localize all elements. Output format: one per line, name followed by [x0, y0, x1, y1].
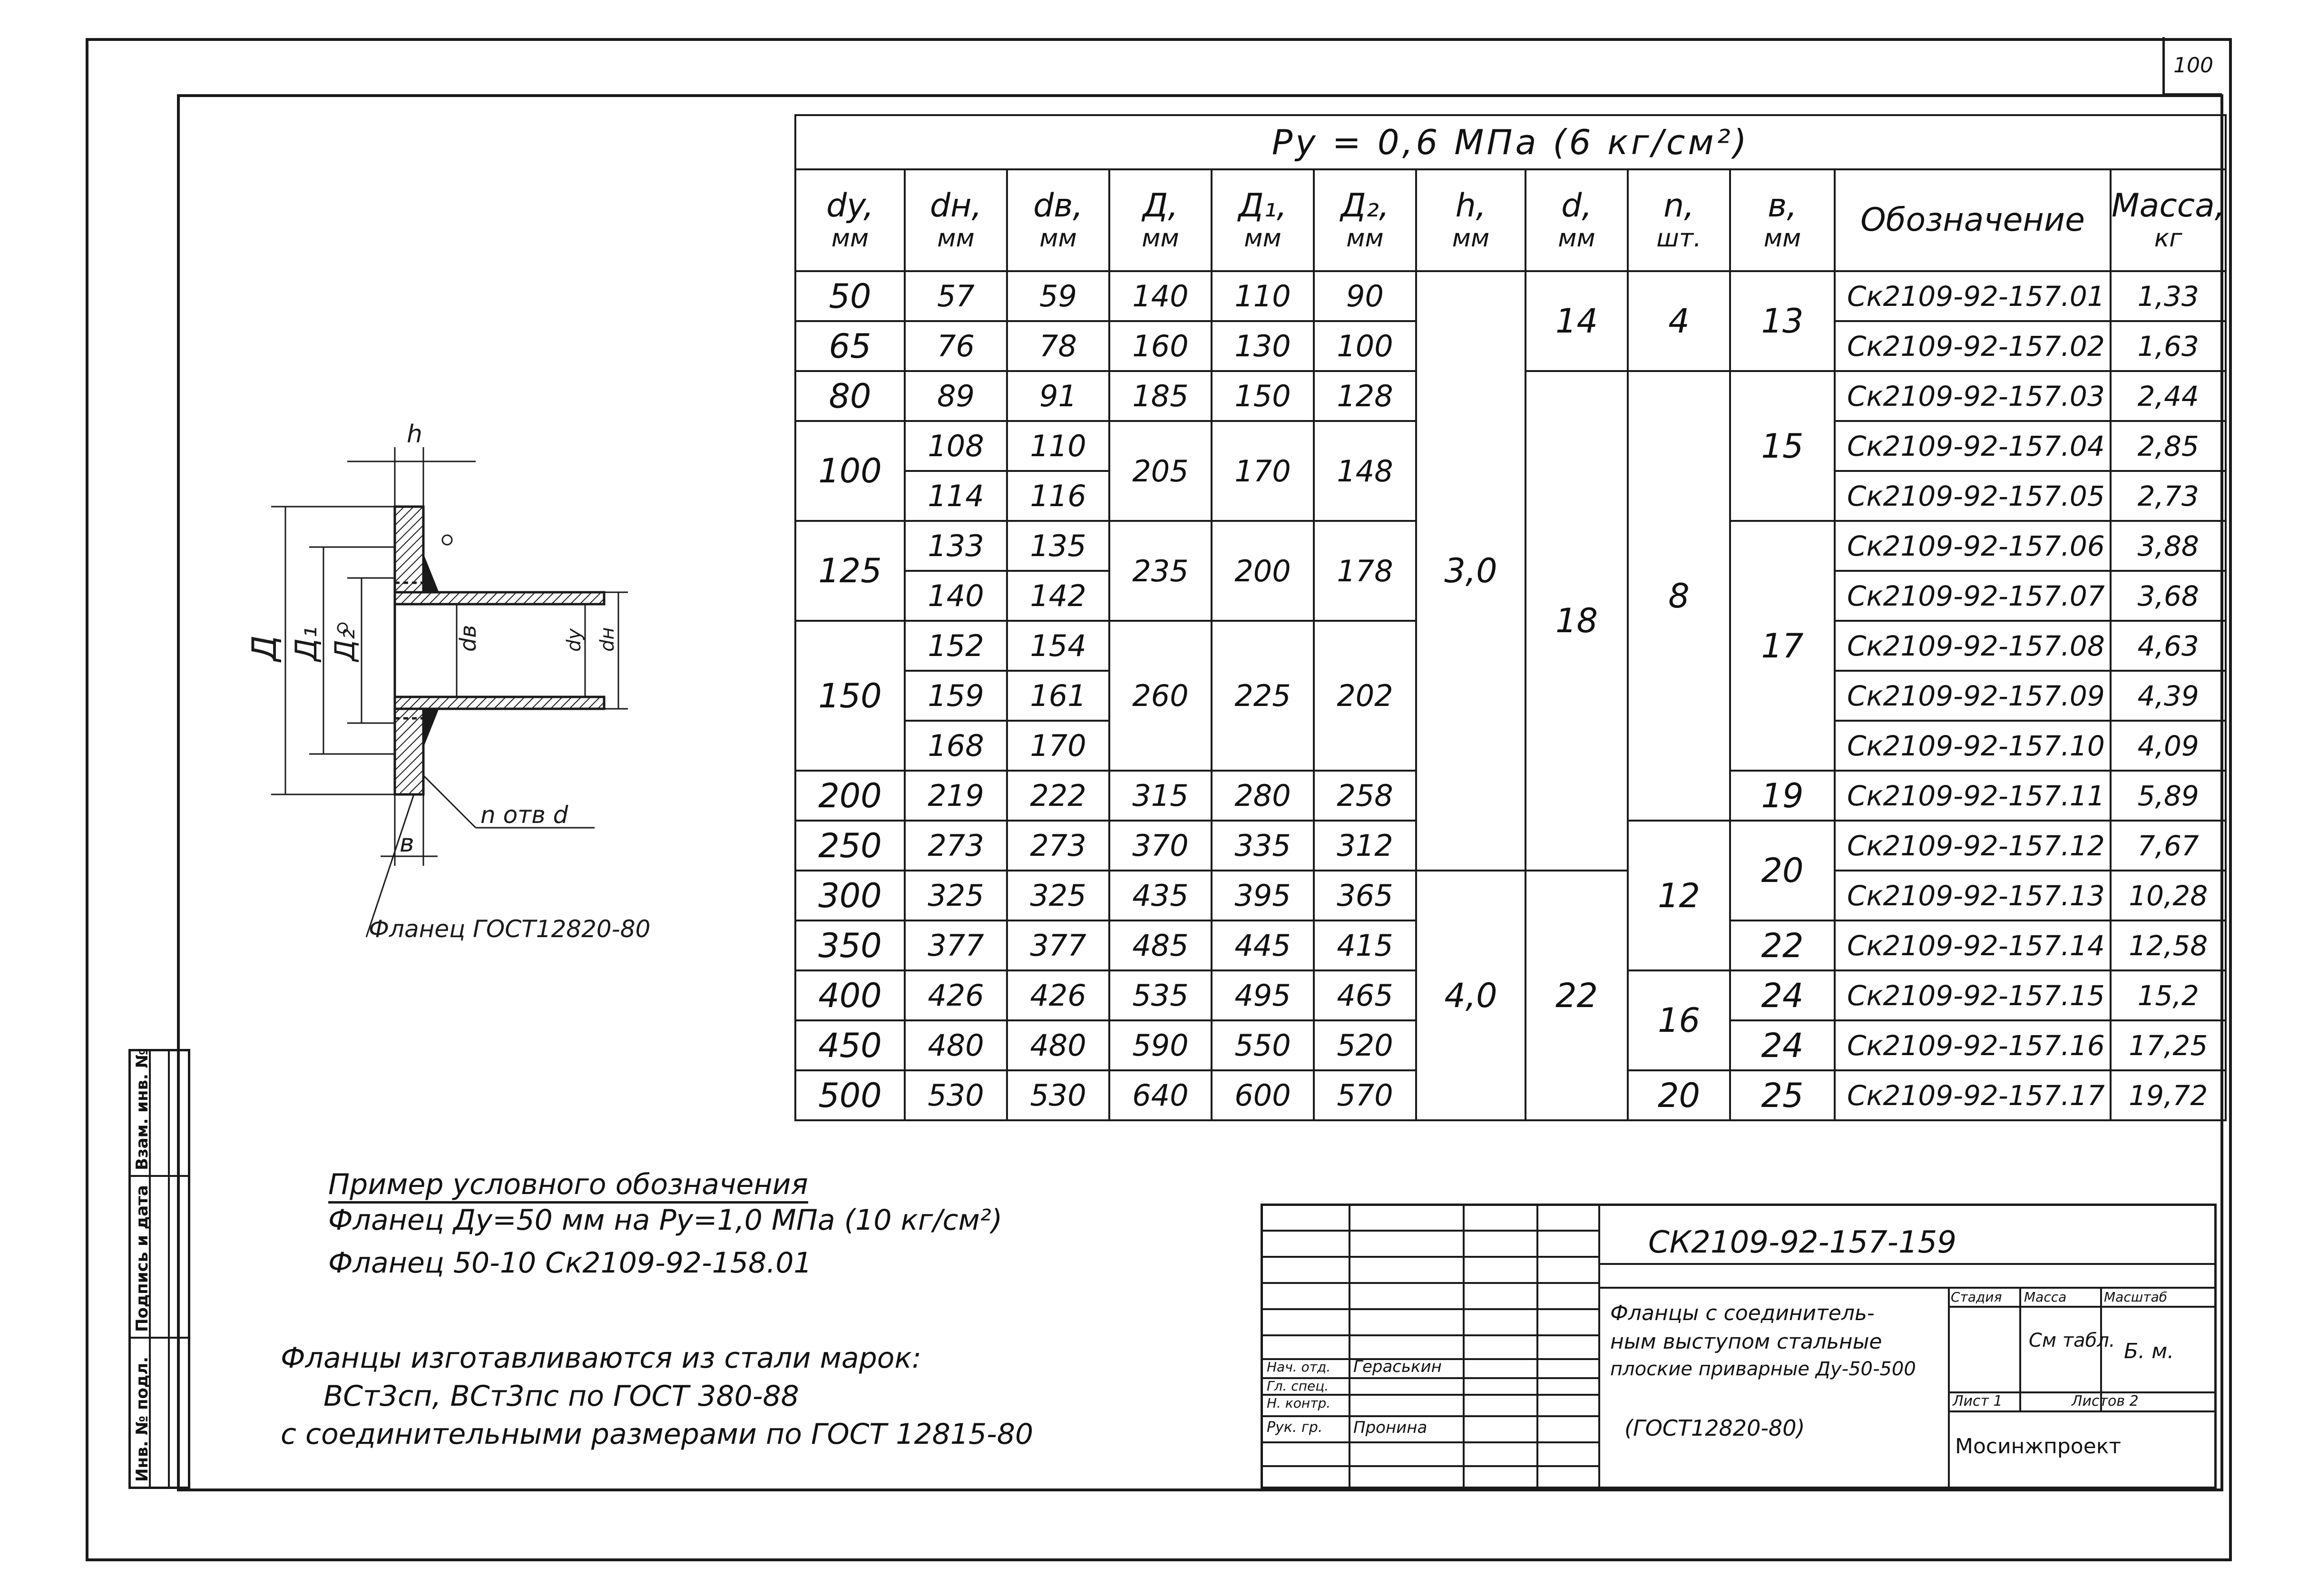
cell-dn: 480	[905, 1020, 1007, 1070]
cell-dy: 450	[795, 1020, 905, 1070]
material-line2: ВСт3сп, ВСт3пс по ГОСТ 380-88	[323, 1380, 799, 1413]
cell-designation: Ск2109-92-157.02	[1835, 321, 2111, 371]
cell-D: 590	[1109, 1020, 1212, 1070]
tb-role-1: Нач. отд.	[1267, 1359, 1331, 1375]
cell-dy: 65	[795, 321, 905, 371]
cell-D1: 225	[1212, 621, 1314, 771]
cell-D1: 445	[1212, 920, 1314, 970]
cell-dv: 116	[1007, 471, 1109, 521]
cell-designation: Ск2109-92-157.13	[1835, 871, 2111, 920]
cell-designation: Ск2109-92-157.04	[1835, 421, 2111, 471]
label-dv: dв	[455, 625, 481, 652]
cell-mass: 1,33	[2111, 271, 2226, 321]
sheet-number: 100	[2162, 37, 2222, 96]
cell-mass: 2,44	[2111, 371, 2226, 421]
cell-D2: 128	[1314, 371, 1416, 421]
cell-dn: 530	[905, 1070, 1007, 1120]
table-title: Py = 0,6 МПа (6 кг/см²)	[795, 115, 2226, 169]
cell-b: 17	[1730, 521, 1835, 771]
header-unit: мм	[1558, 224, 1595, 253]
cell-D1: 150	[1212, 371, 1314, 421]
material-line1: Фланцы изготавливаются из стали марок:	[281, 1341, 921, 1375]
cell-designation: Ск2109-92-157.10	[1835, 721, 2111, 771]
cell-D: 185	[1109, 371, 1212, 421]
header-unit: мм	[1346, 224, 1384, 253]
cell-b: 24	[1730, 970, 1835, 1020]
table-header-cell	[905, 169, 1007, 271]
cell-dn: 133	[905, 521, 1007, 571]
cell-dv: 91	[1007, 371, 1109, 421]
flange-drawing	[190, 409, 666, 951]
cell-n: 20	[1628, 1070, 1730, 1120]
cell-dv: 142	[1007, 571, 1109, 621]
cell-b: 22	[1730, 920, 1835, 970]
cell-dn: 57	[905, 271, 1007, 321]
tb-h-scale: Масштаб	[2104, 1289, 2168, 1305]
cell-dy: 250	[795, 821, 905, 871]
header-unit: мм	[1244, 224, 1281, 253]
label-h: h	[407, 420, 422, 449]
cell-dy: 125	[795, 521, 905, 621]
cell-D: 315	[1109, 771, 1212, 821]
header-symbol: в,	[1768, 187, 1797, 225]
cell-dy: 50	[795, 271, 905, 321]
cell-b: 20	[1730, 821, 1835, 920]
cell-b: 13	[1730, 271, 1835, 371]
header-unit: шт.	[1656, 224, 1701, 253]
cell-dy: 500	[795, 1070, 905, 1120]
tb-name-4: (ГОСТ12820-80)	[1624, 1415, 1805, 1441]
cell-D2: 100	[1314, 321, 1416, 371]
cell-D: 205	[1109, 421, 1212, 521]
cell-dy: 100	[795, 421, 905, 521]
cell-D2: 520	[1314, 1020, 1416, 1070]
tb-person-4: Пронина	[1353, 1418, 1428, 1437]
cell-dv: 325	[1007, 871, 1109, 920]
cell-dv: 170	[1007, 721, 1109, 771]
cell-dv: 426	[1007, 970, 1109, 1020]
cell-dn: 89	[905, 371, 1007, 421]
cell-dn: 325	[905, 871, 1007, 920]
table-header-cell	[1416, 169, 1525, 271]
cell-dv: 377	[1007, 920, 1109, 970]
cell-mass: 4,39	[2111, 671, 2226, 721]
cell-D1: 130	[1212, 321, 1314, 371]
tb-mass-val: См табл.	[2029, 1330, 2115, 1351]
cell-D1: 170	[1212, 421, 1314, 521]
table-row	[795, 871, 2226, 920]
table-header-cell	[795, 169, 905, 271]
cell-D2: 258	[1314, 771, 1416, 821]
label-D: Д	[245, 635, 284, 661]
cell-D2: 178	[1314, 521, 1416, 621]
example-line2: Фланец 50-10 Ск2109-92-158.01	[328, 1246, 812, 1280]
cell-mass: 2,85	[2111, 421, 2226, 471]
material-line3: с соединительными размерами по ГОСТ 12815-80	[281, 1418, 1034, 1451]
cell-D1: 600	[1212, 1070, 1314, 1120]
tb-role-4: Рук. гр.	[1267, 1419, 1323, 1436]
cell-D: 140	[1109, 271, 1212, 321]
table-header-cell	[1212, 169, 1314, 271]
cell-D2: 202	[1314, 621, 1416, 771]
table-row	[795, 271, 2226, 321]
cell-D2: 365	[1314, 871, 1416, 920]
table-header-cell	[1730, 169, 1835, 271]
cell-dn: 168	[905, 721, 1007, 771]
cell-D: 160	[1109, 321, 1212, 371]
cell-D1: 395	[1212, 871, 1314, 920]
cell-mass: 3,88	[2111, 521, 2226, 571]
cell-D1: 280	[1212, 771, 1314, 821]
cell-D2: 570	[1314, 1070, 1416, 1120]
header-unit: мм	[1142, 224, 1179, 253]
cell-dn: 426	[905, 970, 1007, 1020]
tb-scale-val: Б. м.	[2124, 1339, 2174, 1363]
flange-table	[794, 114, 2227, 1121]
table-header-cell	[2111, 169, 2226, 271]
cell-b: 25	[1730, 1070, 1835, 1120]
tb-sheets: Листов 2	[2072, 1393, 2139, 1410]
example-line1: Фланец Ду=50 мм на Ру=1,0 МПа (10 кг/см²)	[328, 1204, 1003, 1237]
cell-designation: Ск2109-92-157.09	[1835, 671, 2111, 721]
table-header-cell	[1007, 169, 1109, 271]
cell-d: 22	[1525, 871, 1628, 1120]
label-D1: Д₁	[289, 626, 323, 661]
cell-n: 16	[1628, 970, 1730, 1070]
cell-D2: 415	[1314, 920, 1416, 970]
cell-dy: 150	[795, 621, 905, 771]
cell-mass: 15,2	[2111, 970, 2226, 1020]
cell-b: 15	[1730, 371, 1835, 521]
tb-code: СК2109-92-157-159	[1648, 1225, 1957, 1260]
tb-org: Мосинжпроект	[1955, 1434, 2121, 1459]
cell-D1: 495	[1212, 970, 1314, 1020]
cell-dy: 400	[795, 970, 905, 1020]
cell-designation: Ск2109-92-157.06	[1835, 521, 2111, 571]
cell-mass: 3,68	[2111, 571, 2226, 621]
tb-role-3: Н. контр.	[1267, 1395, 1331, 1411]
cell-dv: 154	[1007, 621, 1109, 671]
cell-D1: 200	[1212, 521, 1314, 621]
cell-D: 535	[1109, 970, 1212, 1020]
header-symbol: dн,	[929, 187, 982, 225]
cell-dv: 110	[1007, 421, 1109, 471]
cell-d: 14	[1525, 271, 1628, 371]
table-header-cell	[1628, 169, 1730, 271]
cell-mass: 4,09	[2111, 721, 2226, 771]
cell-mass: 10,28	[2111, 871, 2226, 920]
cell-D: 435	[1109, 871, 1212, 920]
cell-mass: 1,63	[2111, 321, 2226, 371]
label-holes: n отв d	[480, 801, 568, 829]
tb-name-3: плоские приварные Ду-50-500	[1610, 1358, 1916, 1380]
cell-dn: 76	[905, 321, 1007, 371]
header-unit: мм	[1039, 224, 1077, 253]
header-symbol: dy,	[826, 187, 874, 225]
side-stamp-repl: Взам. инв. №	[133, 1048, 152, 1170]
table-header-cell	[1525, 169, 1628, 271]
title-block	[1261, 1204, 2217, 1489]
cell-dy: 350	[795, 920, 905, 970]
table-header-cell	[1835, 169, 2111, 271]
cell-designation: Ск2109-92-157.03	[1835, 371, 2111, 421]
drawing-caption: Фланец ГОСТ12820-80	[369, 915, 651, 943]
cell-designation: Ск2109-92-157.11	[1835, 771, 2111, 821]
cell-dv: 222	[1007, 771, 1109, 821]
example-title: Пример условного обозначения	[328, 1168, 808, 1204]
header-unit: мм	[831, 224, 869, 253]
cell-D: 640	[1109, 1070, 1212, 1120]
cell-n: 12	[1628, 821, 1730, 970]
cell-mass: 12,58	[2111, 920, 2226, 970]
cell-dy: 300	[795, 871, 905, 920]
cell-dn: 152	[905, 621, 1007, 671]
table-header-cell	[1109, 169, 1212, 271]
cell-designation: Ск2109-92-157.08	[1835, 621, 2111, 671]
cell-mass: 7,67	[2111, 821, 2226, 871]
side-stamp-sign: Подпись и дата	[133, 1185, 152, 1332]
cell-h: 3,0	[1416, 271, 1525, 871]
cell-D: 235	[1109, 521, 1212, 621]
cell-dn: 159	[905, 671, 1007, 721]
cell-n: 4	[1628, 271, 1730, 371]
header-symbol: Масса,	[2112, 187, 2225, 225]
table-header-cell	[1314, 169, 1416, 271]
label-D2: Д₂	[329, 628, 361, 661]
tb-name-1: Фланцы с соединитель-	[1610, 1301, 1875, 1325]
cell-mass: 4,63	[2111, 621, 2226, 671]
header-symbol: d,	[1561, 187, 1592, 225]
header-symbol: Д₁,	[1238, 187, 1287, 225]
cell-dn: 377	[905, 920, 1007, 970]
cell-D1: 550	[1212, 1020, 1314, 1070]
header-symbol: n,	[1663, 187, 1694, 225]
cell-b: 19	[1730, 771, 1835, 821]
cell-mass: 5,89	[2111, 771, 2226, 821]
cell-dv: 78	[1007, 321, 1109, 371]
cell-dv: 161	[1007, 671, 1109, 721]
cell-dv: 135	[1007, 521, 1109, 571]
cell-D1: 110	[1212, 271, 1314, 321]
cell-D1: 335	[1212, 821, 1314, 871]
side-stamp-inv: Инв. № подл.	[133, 1356, 152, 1482]
header-symbol: h,	[1455, 187, 1486, 225]
cell-d: 18	[1525, 371, 1628, 871]
header-unit: мм	[937, 224, 975, 253]
cell-dv: 59	[1007, 271, 1109, 321]
cell-designation: Ск2109-92-157.01	[1835, 271, 2111, 321]
header-symbol: Обозначение	[1860, 201, 2085, 239]
header-symbol: dв,	[1033, 187, 1083, 225]
cell-dv: 273	[1007, 821, 1109, 871]
cell-dy: 200	[795, 771, 905, 821]
cell-mass: 19,72	[2111, 1070, 2226, 1120]
cell-designation: Ск2109-92-157.16	[1835, 1020, 2111, 1070]
cell-n: 8	[1628, 371, 1730, 821]
cell-dn: 108	[905, 421, 1007, 471]
side-stamp	[128, 1049, 190, 1489]
cell-designation: Ск2109-92-157.12	[1835, 821, 2111, 871]
cell-mass: 17,25	[2111, 1020, 2226, 1070]
cell-designation: Ск2109-92-157.05	[1835, 471, 2111, 521]
cell-dy: 80	[795, 371, 905, 421]
label-dy: dy	[563, 628, 585, 652]
cell-designation: Ск2109-92-157.15	[1835, 970, 2111, 1020]
header-symbol: Д₂,	[1340, 187, 1389, 225]
cell-D: 260	[1109, 621, 1212, 771]
header-symbol: Д,	[1143, 187, 1178, 225]
cell-designation: Ск2109-92-157.07	[1835, 571, 2111, 621]
cell-D2: 312	[1314, 821, 1416, 871]
header-unit: кг	[2154, 224, 2182, 253]
cell-D: 485	[1109, 920, 1212, 970]
cell-designation: Ск2109-92-157.17	[1835, 1070, 2111, 1120]
cell-dn: 273	[905, 821, 1007, 871]
cell-dn: 114	[905, 471, 1007, 521]
tb-name-2: ным выступом стальные	[1610, 1330, 1882, 1354]
cell-h: 4,0	[1416, 871, 1525, 1120]
header-unit: мм	[1452, 224, 1490, 253]
tb-h-stage: Стадия	[1951, 1289, 2002, 1305]
tb-h-mass: Масса	[2024, 1289, 2067, 1305]
tb-sheet: Лист 1	[1953, 1393, 2003, 1410]
cell-b: 24	[1730, 1020, 1835, 1070]
tb-person-1: Гераськин	[1353, 1357, 1442, 1376]
cell-mass: 2,73	[2111, 471, 2226, 521]
tb-role-2: Гл. спец.	[1267, 1378, 1329, 1394]
cell-dn: 140	[905, 571, 1007, 621]
cell-dv: 530	[1007, 1070, 1109, 1120]
cell-D: 370	[1109, 821, 1212, 871]
cell-dv: 480	[1007, 1020, 1109, 1070]
cell-designation: Ск2109-92-157.14	[1835, 920, 2111, 970]
header-unit: мм	[1763, 224, 1801, 253]
label-b: в	[400, 829, 414, 858]
cell-D2: 90	[1314, 271, 1416, 321]
label-dn: dн	[597, 627, 618, 652]
cell-D2: 465	[1314, 970, 1416, 1020]
cell-D2: 148	[1314, 421, 1416, 521]
cell-dn: 219	[905, 771, 1007, 821]
